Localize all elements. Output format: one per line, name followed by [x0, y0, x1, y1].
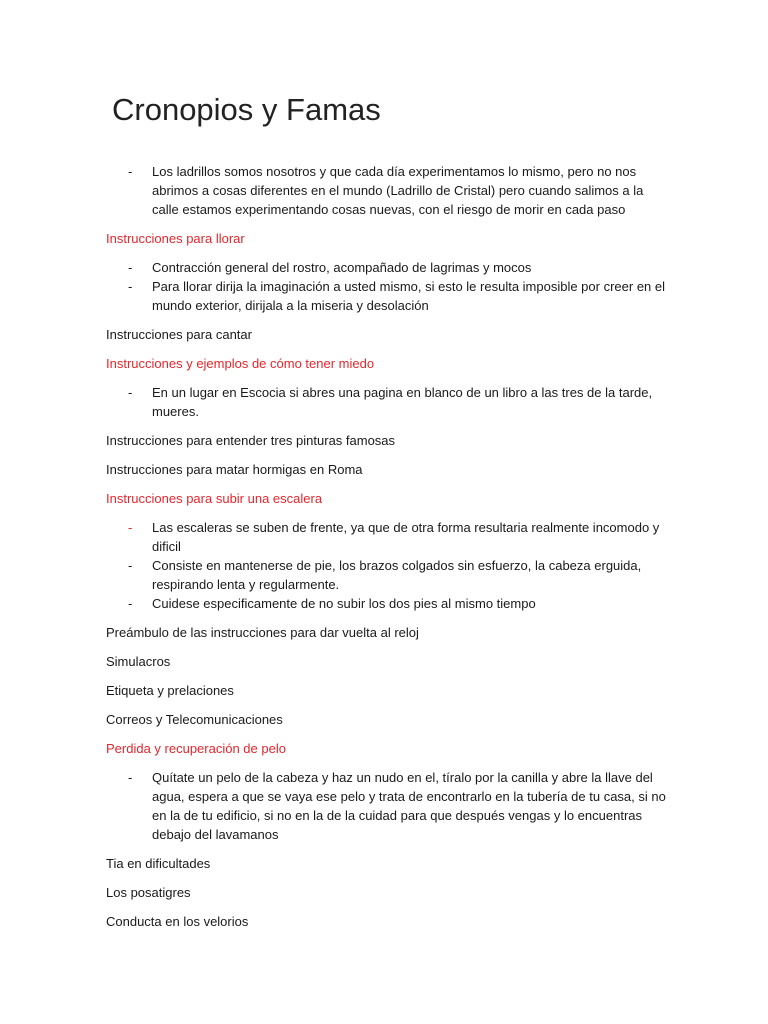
dash-bullet-icon: - [128, 164, 133, 179]
bullet-list [106, 162, 666, 219]
dash-bullet-icon: - [128, 770, 133, 785]
section-heading: Instrucciones para subir una escalera [106, 491, 323, 506]
list-item-text: Los ladrillos somos nosotros y que cada día experimentamos lo mismo, pero no nos abrimos a cosas diferentes en el mundo (Ladrillo de Cristal) pero cuando salimos a la calle estamos experimentando cosas nuevas, con el riesgo de morir en cada paso [152, 164, 644, 217]
list-item [106, 594, 666, 613]
section-heading: Etiqueta y prelaciones [106, 683, 234, 698]
section-heading: Preámbulo de las instrucciones para dar vuelta al reloj [106, 625, 419, 640]
section-heading: Instrucciones para cantar [106, 327, 252, 342]
list-item [106, 383, 666, 421]
dash-bullet-icon: - [128, 558, 133, 573]
dash-bullet-icon: - [128, 520, 133, 535]
section-heading: Simulacros [106, 654, 171, 669]
bullet-list [106, 383, 666, 421]
list-item [106, 556, 666, 594]
section-heading: Instrucciones para matar hormigas en Roma [106, 462, 363, 477]
list-item [106, 277, 666, 315]
dash-bullet-icon: - [128, 596, 133, 611]
section-heading: Conducta en los velorios [106, 914, 249, 929]
bullet-list [106, 258, 666, 315]
list-item [106, 768, 666, 844]
list-item-text: Para llorar dirija la imaginación a usted mismo, si esto le resulta imposible por creer en el mundo exterior, dirijala a la miseria y desolación [152, 279, 666, 313]
dash-bullet-icon: - [128, 260, 133, 275]
section-heading: Correos y Telecomunicaciones [106, 712, 283, 727]
list-item [106, 518, 666, 556]
bullet-list [106, 768, 666, 844]
section-heading: Tia en dificultades [106, 856, 211, 871]
list-item-text: Consiste en mantenerse de pie, los brazos colgados sin esfuerzo, la cabeza erguida, respirando lenta y regularmente. [152, 558, 642, 592]
list-item-text: Quítate un pelo de la cabeza y haz un nudo en el, tíralo por la canilla y abre la llave del agua, espera a que se vaya ese pelo y trata de encontrarlo en la tubería de tu casa, si no en la de tu edificio, si no en la de la cuidad para que después vengas y lo encuentras debajo del lavamanos [152, 770, 666, 842]
document-body [106, 162, 666, 941]
page-title: Cronopios y Famas [112, 92, 381, 127]
section-heading: Instrucciones para entender tres pinturas famosas [106, 433, 396, 448]
section-heading: Los posatigres [106, 885, 191, 900]
bullet-list [106, 518, 666, 613]
list-item-text: Las escaleras se suben de frente, ya que de otra forma resultaria realmente incomodo y dificil [152, 520, 660, 554]
section-heading: Perdida y recuperación de pelo [106, 741, 286, 756]
list-item [106, 258, 666, 277]
section-heading: Instrucciones y ejemplos de cómo tener miedo [106, 356, 375, 371]
dash-bullet-icon: - [128, 279, 133, 294]
dash-bullet-icon: - [128, 385, 133, 400]
section-heading: Instrucciones para llorar [106, 231, 245, 246]
list-item-text: Contracción general del rostro, acompañado de lagrimas y mocos [152, 260, 532, 275]
list-item-text: Cuidese especificamente de no subir los dos pies al mismo tiempo [152, 596, 536, 611]
list-item-text: En un lugar en Escocia si abres una pagina en blanco de un libro a las tres de la tarde, mueres. [152, 385, 653, 419]
list-item [106, 162, 666, 219]
